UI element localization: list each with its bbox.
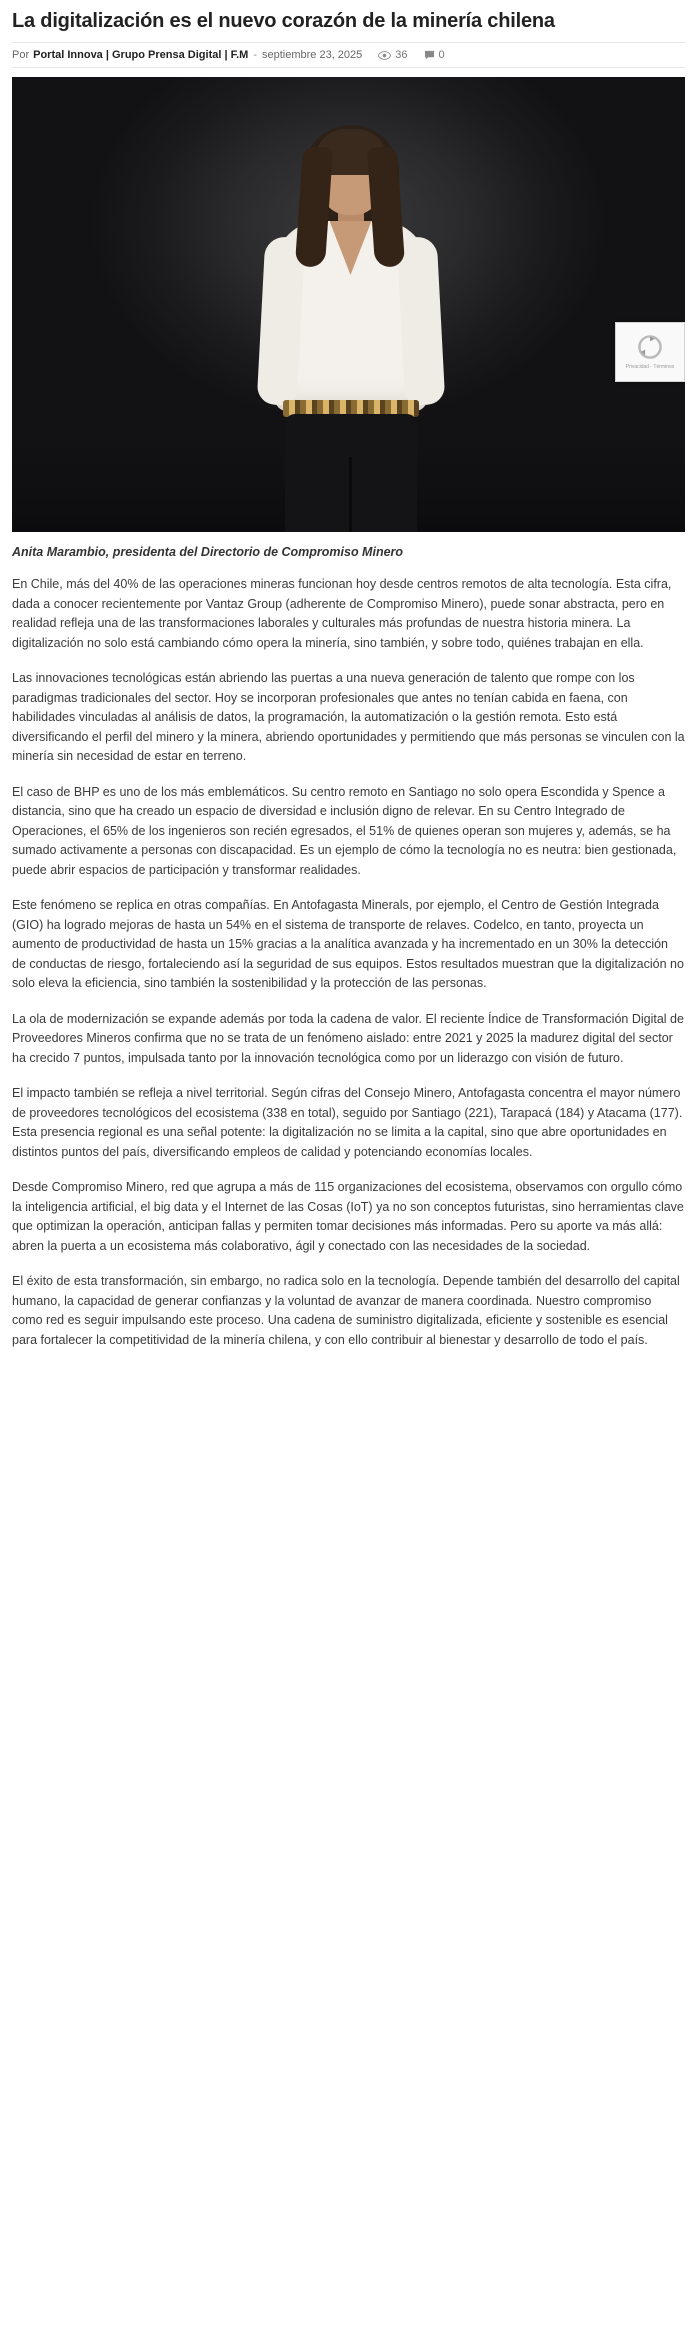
comment-count: [424, 49, 445, 61]
comment-count-value: 0: [438, 49, 445, 61]
meta-separator: -: [253, 49, 257, 61]
article-paragraph: Desde Compromiso Minero, red que agrupa a más de 115 organizaciones del ecosistema, observamos con orgullo cómo la inteligencia artificial, el big data y el Internet de las Cosas (IoT) ya no son conceptos futuristas, sino herramientas clave que optimizan la operación, anticipan fallas y permiten tomar decisiones más informadas. Pero su aporte va más allá: abren la puerta a un ecosistema más colaborativo, ágil y conectado con las necesidades de la sociedad.: [12, 1180, 684, 1253]
recaptcha-icon: [637, 334, 663, 360]
view-count: [378, 49, 407, 61]
portrait-arm-right: [396, 236, 445, 406]
eye-icon: [378, 51, 391, 60]
portrait-pants-seam: [349, 457, 352, 532]
image-caption: Anita Marambio, presidenta del Directorio de Compromiso Minero: [12, 545, 404, 559]
article-paragraph: El éxito de esta transformación, sin embargo, no radica solo en la tecnología. Depende también del desarrollo del capital humano, la capacidad de generar confianzas y la voluntad de avanzar de manera coordinada. Nuestro compromiso como red es seguir impulsando este proceso. Una cadena de suministro digitalizada, eficiente y sostenible es esencial para fortalecer la competitividad de la minería chilena, y con ello contribuir al bienestar y desarrollo de todo el país.: [12, 1274, 680, 1347]
article-paragraph: En Chile, más del 40% de las operaciones mineras funcionan hoy desde centros remotos de alta tecnología. Esta cifra, dada a conocer recientemente por Vantaz Group (adherente de Compromiso Minero), puede sonar abstracta, pero en realidad refleja una de las transformaciones laborales y culturales más profundas de nuestra historia minera. La digitalización no solo está cambiando cómo opera la minería, sino también, y sobre todo, quiénes trabajan en ella.: [12, 577, 672, 650]
page-title: La digitalización es el nuevo corazón de la minería chilena: [12, 10, 555, 32]
author-link[interactable]: Portal Innova | Grupo Prensa Digital | F.M: [33, 49, 249, 61]
recaptcha-badge[interactable]: [615, 322, 685, 382]
article-page: [0, 9, 697, 1350]
article-meta-bar: [12, 42, 685, 68]
article-paragraph: La ola de modernización se expande además por toda la cadena de valor. El reciente Índice de Transformación Digital de Proveedores Mineros confirma que no se trata de un fenómeno aislado: entre 2021 y 2025 la madurez digital del sector ha crecido 7 puntos, impulsada tanto por la innovación tecnológica como por un liderazgo con visión de futuro.: [12, 1011, 684, 1065]
comment-icon: [424, 50, 435, 60]
publish-date: septiembre 23, 2025: [261, 49, 363, 61]
article-paragraph: Las innovaciones tecnológicas están abriendo las puertas a una nueva generación de talento que rompe con los paradigmas tradicionales del sector. Hoy se incorporan profesionales que antes no tenían cabida en faena, con habilidades vinculadas al análisis de datos, la programación, la automatización o la gestión remota. Esto está diversificando el perfil del minero y la minera, abriendo oportunidades y permitiendo que más personas se vinculen con la minería sin necesidad de estar en terreno.: [12, 671, 685, 763]
portrait-arm-left: [256, 236, 305, 406]
recaptcha-label: Privacidad - Términos: [625, 363, 675, 370]
portrait-subject: [199, 117, 499, 532]
byline-label: Por: [12, 49, 30, 61]
article-paragraph: El impacto también se refleja a nivel territorial. Según cifras del Consejo Minero, Antofagasta concentra el mayor número de proveedores tecnológicos del ecosistema (338 en total), seguido por Santiago (221), Tarapacá (184) y Atacama (177). Esta presencia regional es una señal potente: la digitalización no se limita a la capital, sino que abre oportunidades en distintos puntos del país, diversificando empleos de calidad y potenciando economías locales.: [12, 1086, 683, 1159]
view-count-value: 36: [395, 49, 408, 61]
article-paragraph: Este fenómeno se replica en otras compañías. En Antofagasta Minerals, por ejemplo, el Centro de Gestión Integrada (GIO) ha logrado mejoras de hasta un 54% en el sistema de transporte de relaves. Codelco, en tanto, proyecta un aumento de productividad de hasta un 15% gracias a la analítica avanzada y ha incrementado en un 30% la detección de conductas de riesgo, fortaleciendo así la seguridad de sus equipos. Estos resultados muestran que la digitalización no solo eleva la eficiencia, sino también la sostenibilidad y la protección de las personas.: [12, 898, 684, 990]
article-paragraph: El caso de BHP es uno de los más emblemáticos. Su centro remoto en Santiago no solo opera Escondida y Spence a distancia, sino que ha creado un espacio de diversidad e inclusión digno de relevar. En su Centro Integrado de Operaciones, el 65% de los ingenieros son recién egresados, el 51% de quienes operan son mujeres y, además, se ha sumado activamente a personas con discapacidad. Es un ejemplo de cómo la tecnología no es neutra: bien gestionada, puede abrir espacios de participación y transformar realidades.: [12, 784, 677, 877]
hero-image: [12, 77, 685, 532]
